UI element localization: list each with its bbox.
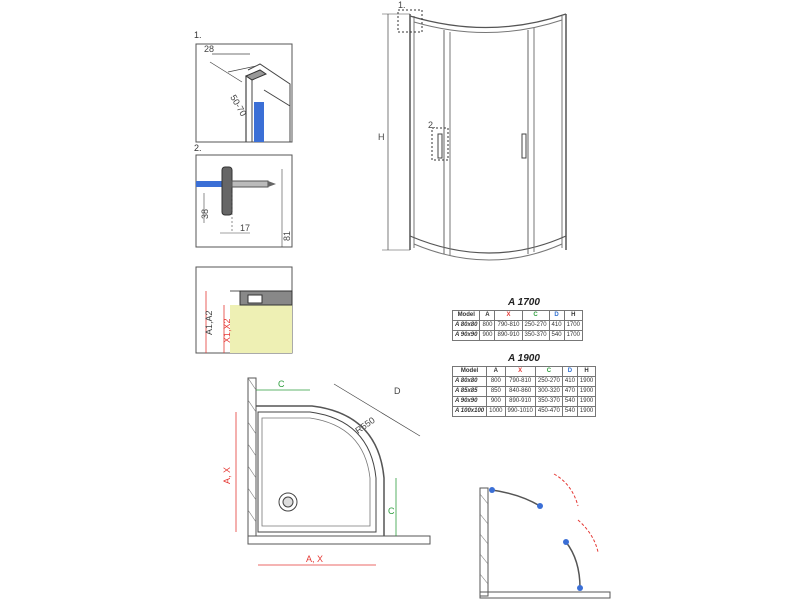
- door-swing-diagram: [470, 460, 620, 600]
- door-swing-drawing: [470, 460, 620, 600]
- table-row: [453, 311, 583, 321]
- col-h: H: [564, 311, 582, 321]
- detail-2-panel: [190, 143, 300, 248]
- detail-2-drawing: [190, 153, 300, 248]
- table-1900: [452, 366, 596, 417]
- table-row: A 80x80 800 790-810 250-270 410 1900: [453, 377, 596, 387]
- table-row: A 85x85 850 840-860 300-320 470 1900: [453, 387, 596, 397]
- col-d: D: [562, 367, 577, 377]
- label-a1-a2: A1,A2: [204, 310, 214, 335]
- table-row: [453, 367, 596, 377]
- detail-1-drawing: [190, 42, 300, 145]
- table-row: A 100x100 1000 990-1010 450-470 540 1900: [453, 407, 596, 417]
- dim-17: 17: [240, 223, 251, 233]
- dim-50-70: 50-70: [228, 93, 249, 118]
- dim-81: 81: [282, 230, 292, 241]
- plan-label-radius: R550: [353, 415, 377, 436]
- table-1700-title: A 1700: [508, 297, 540, 308]
- col-c: C: [535, 367, 562, 377]
- plan-view-drawing: [218, 360, 458, 580]
- detail-2-number: 2.: [194, 143, 202, 153]
- detail-1-panel: [190, 30, 300, 145]
- col-x: X: [505, 367, 535, 377]
- dim-38: 38: [200, 208, 210, 219]
- front-marker-1: 1.: [398, 0, 406, 10]
- table-row: A 80x80 800 790-810 250-270 410 1700: [453, 321, 583, 331]
- front-view-drawing: [370, 0, 580, 290]
- col-a: A: [480, 311, 495, 321]
- detail-1-number: 1.: [194, 30, 202, 40]
- col-d: D: [549, 311, 564, 321]
- col-c: C: [522, 311, 549, 321]
- dim-28: 28: [204, 44, 215, 54]
- col-x: X: [495, 311, 522, 321]
- table-1900-title: A 1900: [508, 353, 540, 364]
- table-1700: [452, 310, 583, 341]
- table-row: A 90x90 900 890-910 350-370 540 1700: [453, 331, 583, 341]
- table-row: A 90x90 900 890-910 350-370 540 1900: [453, 397, 596, 407]
- plan-label-d: D: [394, 386, 401, 396]
- detail-3-panel: [190, 265, 300, 355]
- label-x1-x2: X1,X2: [222, 318, 232, 343]
- front-view: [370, 0, 580, 290]
- plan-label-c-side: C: [388, 506, 395, 516]
- col-model: Model: [453, 367, 487, 377]
- detail-3-drawing: [190, 265, 300, 355]
- front-marker-2: 2.: [428, 120, 436, 130]
- col-h: H: [577, 367, 595, 377]
- col-a: A: [487, 367, 505, 377]
- plan-label-ax-side: A, X: [222, 466, 232, 484]
- plan-label-ax-bottom: A, X: [306, 554, 324, 564]
- col-model: Model: [453, 311, 480, 321]
- plan-label-c-top: C: [278, 379, 285, 389]
- height-label: H: [378, 132, 385, 142]
- plan-view: [218, 360, 458, 580]
